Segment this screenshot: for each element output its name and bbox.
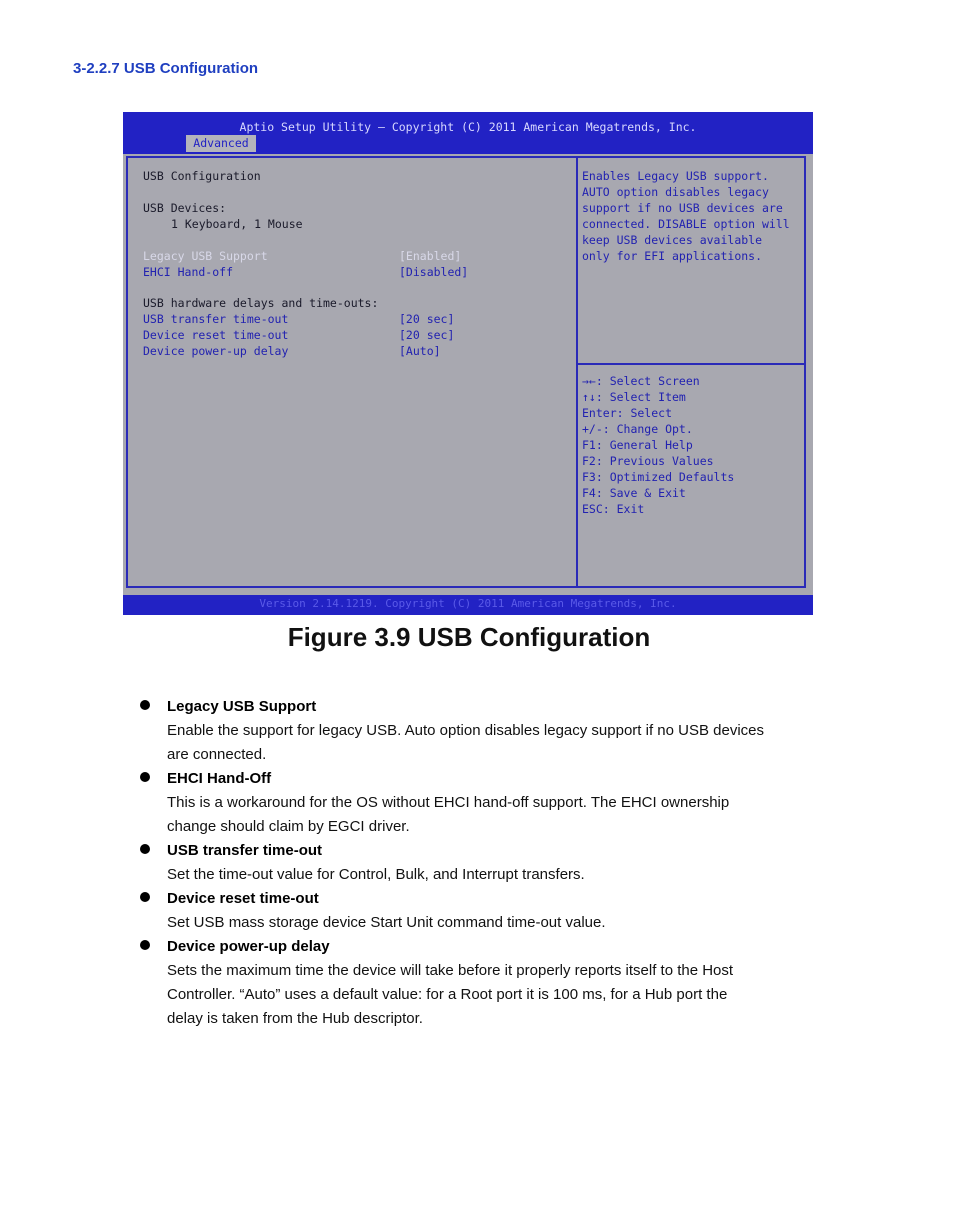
- bios-help-divider: [578, 363, 804, 365]
- help-line: support if no USB devices are: [582, 201, 783, 215]
- key-legend-line: F1: General Help: [582, 438, 693, 452]
- list-item: [137, 767, 857, 839]
- bullet-dot-icon: [140, 700, 150, 710]
- bullet-title: Legacy USB Support: [167, 698, 317, 715]
- bios-title: Aptio Setup Utility – Copyright (C) 2011 American Megatrends, Inc.: [239, 120, 697, 134]
- ehci-hand-off-value[interactable]: [Disabled]: [399, 265, 469, 279]
- bullet-desc-line: Controller. “Auto” uses a default value: for a Root port it is 100 ms, for a Hub port the: [167, 986, 728, 1003]
- device-power-up-delay-value[interactable]: [Auto]: [399, 344, 441, 358]
- key-legend-line: ↑↓: Select Item: [582, 390, 686, 404]
- key-legend-line: ESC: Exit: [582, 502, 645, 516]
- delays-heading: USB hardware delays and time-outs:: [143, 296, 379, 310]
- key-legend-line: F2: Previous Values: [582, 454, 714, 468]
- usb-devices-value: 1 Keyboard, 1 Mouse: [171, 217, 303, 231]
- key-legend-line: F3: Optimized Defaults: [582, 470, 735, 484]
- bullet-dot-icon: [140, 844, 150, 854]
- list-item: [137, 935, 857, 1031]
- usb-transfer-timeout-value[interactable]: [20 sec]: [399, 312, 455, 326]
- figure-caption: Figure 3.9 USB Configuration: [287, 622, 651, 652]
- bullet-desc-line: Set USB mass storage device Start Unit command time-out value.: [167, 914, 606, 931]
- bullet-title: Device power-up delay: [167, 938, 330, 955]
- bios-title-bar: [123, 112, 813, 154]
- section-heading: 3-2.2.7 USB Configuration: [73, 60, 259, 77]
- usb-transfer-timeout-label[interactable]: USB transfer time-out: [143, 312, 289, 326]
- bullet-desc-line: Sets the maximum time the device will take before it properly reports itself to the Host: [167, 962, 734, 979]
- bullet-desc-line: change should claim by EGCI driver.: [167, 818, 410, 835]
- bullet-desc-line: This is a workaround for the OS without EHCI hand-off support. The EHCI ownership: [167, 794, 730, 811]
- bullet-title: Device reset time-out: [167, 890, 319, 907]
- legacy-usb-support-value[interactable]: [Enabled]: [399, 249, 462, 263]
- list-item: [137, 695, 857, 767]
- bullet-desc-line: Set the time-out value for Control, Bulk, and Interrupt transfers.: [167, 866, 585, 883]
- bullet-desc-line: delay is taken from the Hub descriptor.: [167, 1010, 423, 1027]
- bios-screenshot: [123, 112, 813, 615]
- help-line: keep USB devices available: [582, 233, 763, 247]
- key-legend-line: +/-: Change Opt.: [582, 422, 693, 436]
- bullet-title: USB transfer time-out: [167, 842, 323, 859]
- list-item: [137, 839, 857, 887]
- bios-panel-heading: USB Configuration: [143, 169, 261, 183]
- bios-vertical-divider: [576, 156, 578, 588]
- list-item: [137, 887, 857, 935]
- key-legend-line: →←: Select Screen: [582, 374, 700, 388]
- key-legend-line: F4: Save & Exit: [582, 486, 686, 500]
- help-line: connected. DISABLE option will: [582, 217, 790, 231]
- bullet-list: [137, 695, 857, 1031]
- bullet-dot-icon: [140, 892, 150, 902]
- legacy-usb-support-label[interactable]: Legacy USB Support: [143, 249, 268, 263]
- device-reset-timeout-label[interactable]: Device reset time-out: [143, 328, 289, 342]
- tab-advanced[interactable]: Advanced: [186, 135, 256, 152]
- bullet-dot-icon: [140, 940, 150, 950]
- bullet-desc-line: are connected.: [167, 746, 267, 763]
- device-reset-timeout-value[interactable]: [20 sec]: [399, 328, 455, 342]
- key-legend-line: Enter: Select: [582, 406, 673, 420]
- help-line: Enables Legacy USB support.: [582, 169, 769, 183]
- bios-version: Version 2.14.1219. Copyright (C) 2011 American Megatrends, Inc.: [259, 597, 677, 610]
- help-line: only for EFI applications.: [582, 249, 763, 263]
- device-power-up-delay-label[interactable]: Device power-up delay: [143, 344, 289, 358]
- bullet-title: EHCI Hand-Off: [167, 770, 272, 787]
- help-line: AUTO option disables legacy: [582, 185, 769, 199]
- bios-status-bar: [123, 595, 813, 615]
- bullet-dot-icon: [140, 772, 150, 782]
- bullet-desc-line: Enable the support for legacy USB. Auto option disables legacy support if no USB devices: [167, 722, 765, 739]
- usb-devices-label: USB Devices:: [143, 201, 227, 215]
- ehci-hand-off-label[interactable]: EHCI Hand-off: [143, 265, 234, 279]
